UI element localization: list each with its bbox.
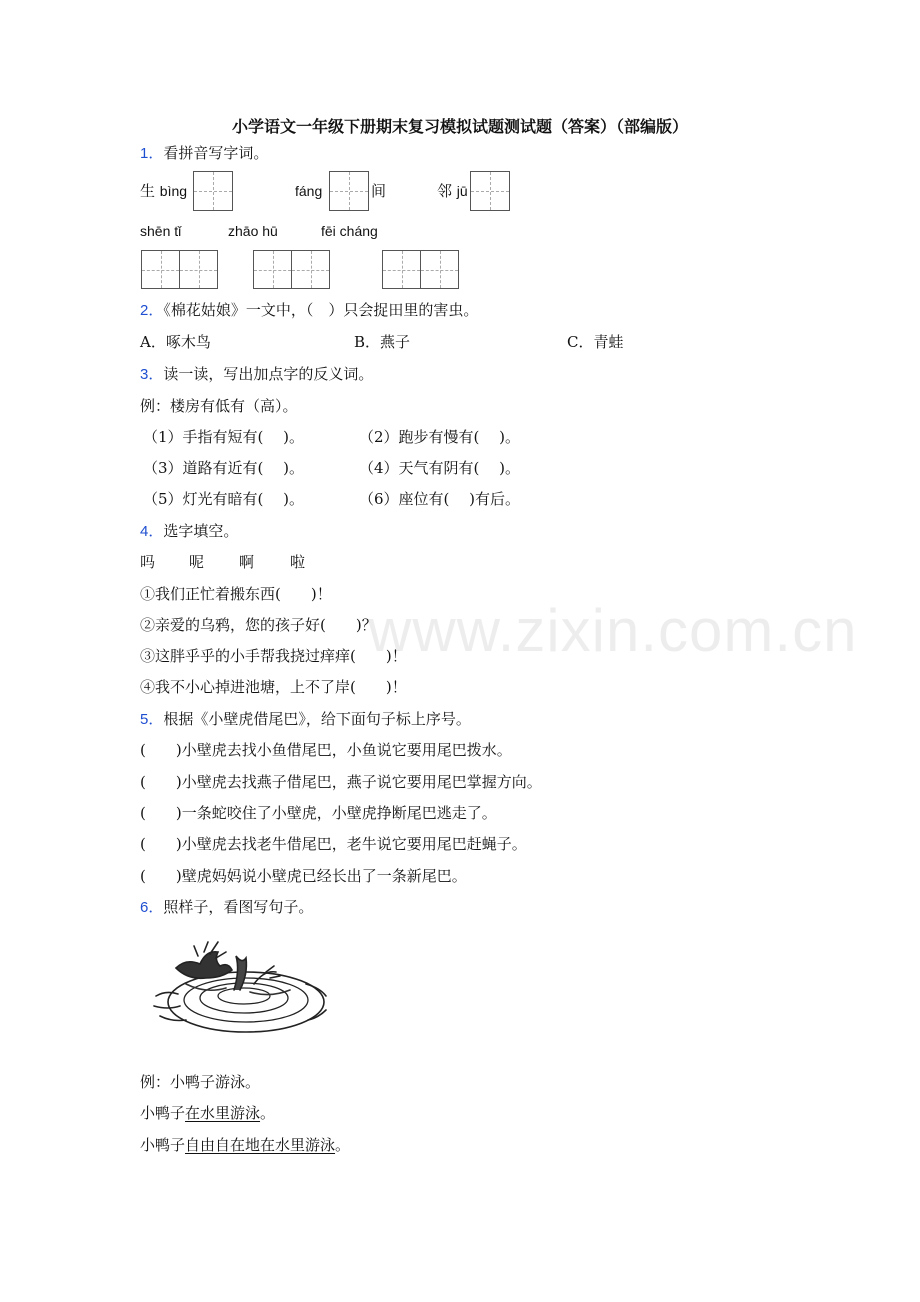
q6-example-line-1 (140, 1103, 275, 1123)
pinyin-label: shēn tǐ (140, 223, 182, 239)
writing-box[interactable] (382, 250, 421, 289)
choice-char: 啦 (290, 553, 306, 571)
question-number: 6． (140, 899, 164, 916)
question-number: 2． (140, 302, 164, 319)
question-6 (140, 897, 313, 918)
question-number: 3． (140, 366, 164, 383)
q3-item: （5）灯光有暗有( )。 (143, 490, 305, 508)
question-5 (140, 709, 471, 730)
q5-item: ( )小壁虎去找燕子借尾巴，燕子说它要用尾巴掌握方向。 (140, 773, 542, 791)
sentence-end: 。 (260, 1104, 276, 1122)
option-c[interactable]: C．青蛙 (567, 333, 624, 351)
choice-char: 吗 (140, 553, 156, 571)
q3-item: （1）手指有短有( )。 (143, 428, 305, 446)
question-number: 5． (140, 711, 164, 728)
q5-item: ( )一条蛇咬住了小壁虎，小壁虎挣断尾巴逃走了。 (140, 804, 497, 822)
writing-box[interactable] (329, 171, 369, 211)
option-a[interactable]: A．啄木鸟 (140, 333, 211, 351)
choice-char: 啊 (239, 553, 255, 571)
q3-item: （6）座位有( )有后。 (359, 490, 521, 508)
q1-item-fang (295, 181, 322, 201)
question-text: 选字填空。 (163, 522, 239, 540)
question-text: 《棉花姑娘》一文中，（ ）只会捉田里的害虫。 (163, 301, 479, 319)
sentence-end: 。 (335, 1136, 351, 1154)
underlined-phrase: 在水里游泳 (185, 1104, 261, 1122)
pinyin-label: zhāo hū (228, 223, 278, 239)
q6-example-line-2 (140, 1135, 350, 1155)
writing-box[interactable] (141, 250, 180, 289)
page-title: 小学语文一年级下册期末复习模拟试题测试题（答案）（部编版） (231, 117, 688, 136)
question-number: 4． (140, 523, 164, 540)
pinyin-label: fáng (295, 183, 323, 199)
writing-box[interactable] (291, 250, 330, 289)
underlined-phrase: 自由自在地在水里游泳 (185, 1136, 336, 1154)
sentence-subject: 小鸭子 (140, 1104, 186, 1122)
q3-item: （3）道路有近有( )。 (143, 459, 305, 477)
q1-prefix-char: 邻 (437, 182, 457, 200)
writing-box[interactable] (470, 171, 510, 211)
sentence-subject: 小鸭子 (140, 1136, 186, 1154)
question-number: 1． (140, 145, 164, 162)
question-4 (140, 521, 238, 542)
q1-item-bing (140, 181, 187, 201)
pinyin-label: fēi cháng (321, 223, 378, 239)
q6-example: 例：小鸭子游泳。 (140, 1073, 261, 1091)
writing-box[interactable] (253, 250, 292, 289)
question-2 (140, 300, 478, 321)
question-3 (140, 364, 373, 385)
q5-item: ( )小壁虎去找老牛借尾巴，老牛说它要用尾巴赶蝇子。 (140, 835, 527, 853)
duck-swimming-illustration (146, 934, 336, 1044)
q1-suffix-char: 间 (371, 182, 387, 200)
question-text: 读一读，写出加点字的反义词。 (163, 365, 374, 383)
watermark: www.zixin.com.cn (368, 597, 858, 664)
writing-box[interactable] (193, 171, 233, 211)
question-text: 照样子，看图写句子。 (163, 898, 314, 916)
q3-item: （2）跑步有慢有( )。 (359, 428, 521, 446)
q1-item-ju (437, 181, 468, 201)
q4-item: ②亲爱的乌鸦，您的孩子好( )？ (140, 616, 377, 634)
q3-item: （4）天气有阴有( )。 (359, 459, 521, 477)
q5-item: ( )小壁虎去找小鱼借尾巴，小鱼说它要用尾巴拨水。 (140, 741, 512, 759)
option-b[interactable]: B．燕子 (354, 333, 411, 351)
choice-char: 呢 (189, 553, 205, 571)
writing-box[interactable] (420, 250, 459, 289)
q4-item: ③这胖乎乎的小手帮我挠过痒痒( )！ (140, 647, 407, 665)
example-line: 例：楼房有低有（高）。 (140, 397, 298, 415)
q4-item: ④我不小心掉进池塘，上不了岸( )！ (140, 678, 407, 696)
q5-item: ( )壁虎妈妈说小壁虎已经长出了一条新尾巴。 (140, 867, 467, 885)
pinyin-label: bìng (159, 183, 188, 199)
question-text: 根据《小壁虎借尾巴》，给下面句子标上序号。 (163, 710, 471, 728)
writing-box[interactable] (179, 250, 218, 289)
q1-prefix-char: 生 (140, 182, 160, 200)
question-text: 看拼音写字词。 (163, 144, 269, 162)
pinyin-label: jū (456, 183, 468, 199)
q4-item: ①我们正忙着搬东西( )！ (140, 585, 332, 603)
question-1 (140, 143, 268, 164)
